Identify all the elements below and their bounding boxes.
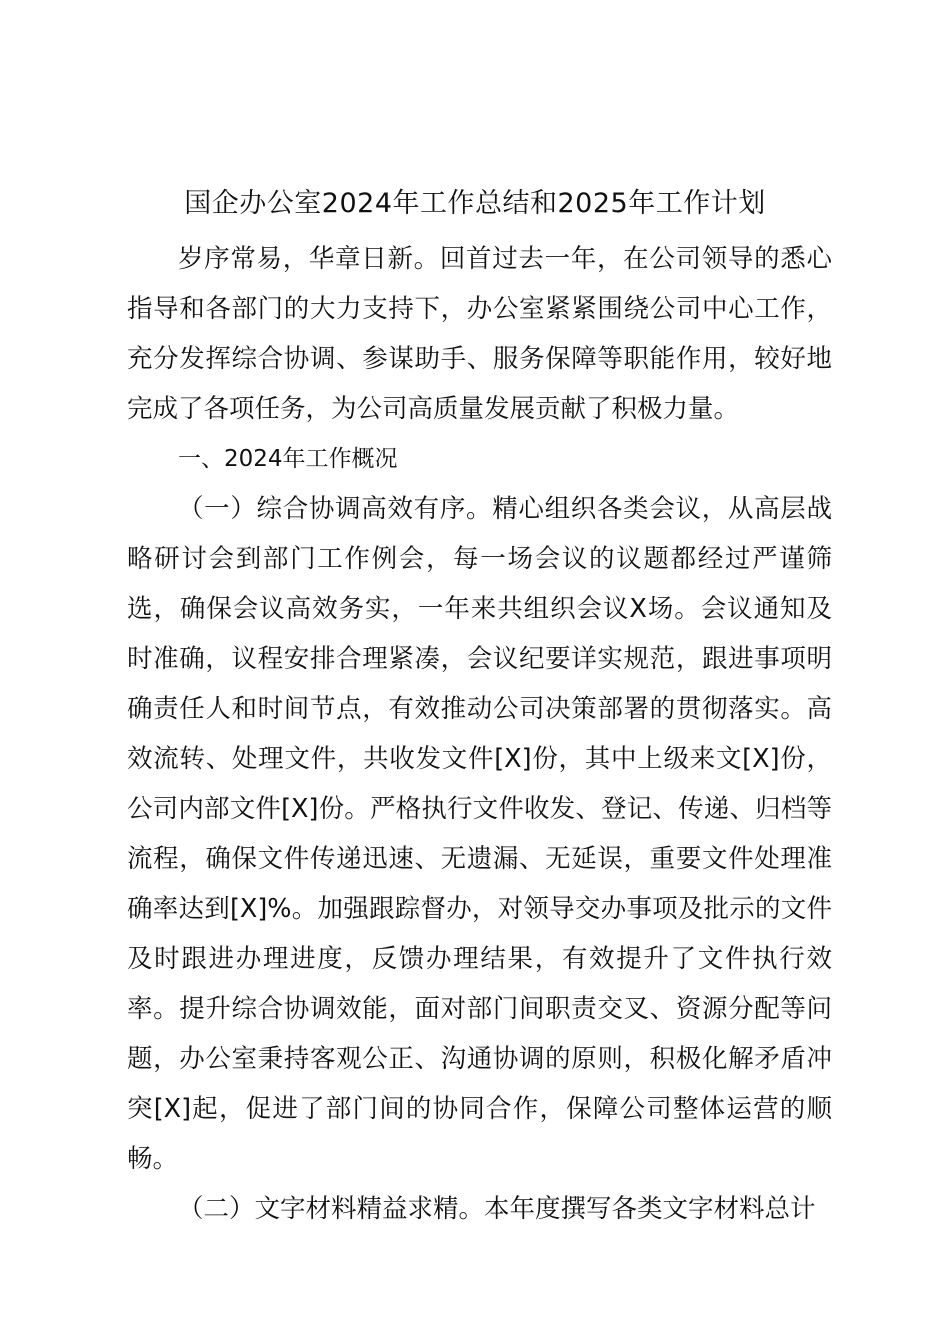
intro-paragraph: 岁序常易，华章日新。回首过去一年，在公司领导的悉心指导和各部门的大力支持下，办公室紧紧围绕公司中心工作，充分发挥综合协调、参谋助手、服务保障等职能作用，较好地完成了各项任务，为公司高质量发展贡献了积极力量。 <box>127 244 832 424</box>
body-paragraph: （一）综合协调高效有序。精心组织各类会议，从高层战略研讨会到部门工作例会，每一场会议的议题都经过严谨筛选，确保会议高效务实，一年来共组织会议X场。会议通知及时准确，议程安排合理紧凑，会议纪要详实规范，跟进事项明确责任人和时间节点，有效推动公司决策部署的贯彻落实。高效流转、处理文件，共收发文件[X]份，其中上级来文[X]份，公司内部文件[X]份。严格执行文件收发、登记、传递、归档等流程，确保文件传递迅速、无遗漏、无延误，重要文件处理准确率达到[X]%。加强跟踪督办，对领导交办事项及批示的文件及时跟进办理进度，反馈办理结果，有效提升了文件执行效率。提升综合协调效能，面对部门间职责交叉、资源分配等问题，办公室秉持客观公正、沟通协调的原则，积极化解矛盾冲突[X]起，促进了部门间的协同合作，保障公司整体运营的顺畅。 <box>127 494 832 1174</box>
document-title: 国企办公室2024年工作总结和2025年工作计划 <box>184 188 766 219</box>
document-body <box>127 234 832 1234</box>
section-heading: 一、2024年工作概况 <box>178 446 398 472</box>
body-paragraph: （二）文字材料精益求精。本年度撰写各类文字材料总计 <box>178 1194 816 1224</box>
